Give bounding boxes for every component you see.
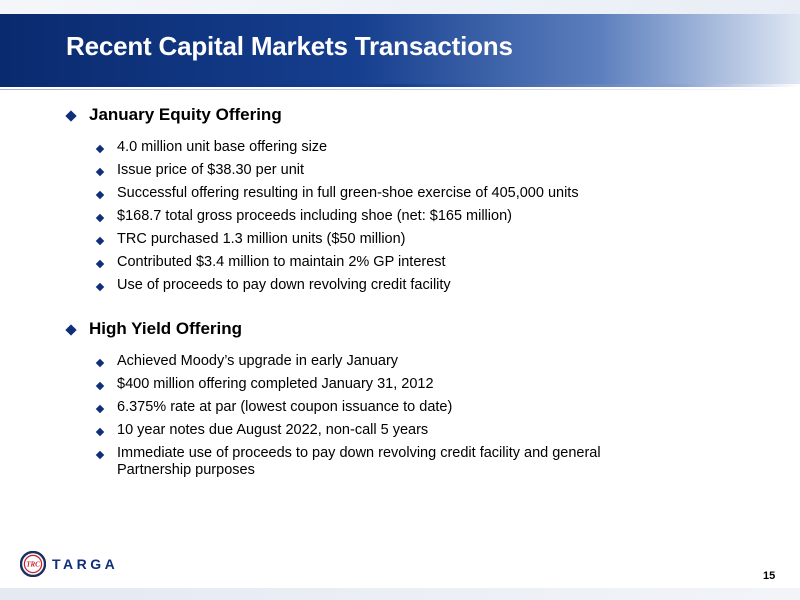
diamond-bullet-icon (96, 260, 104, 268)
list-item-text: 10 year notes due August 2022, non-call 5 years (117, 422, 429, 438)
targa-logo (20, 551, 118, 577)
list-item (97, 399, 677, 416)
diamond-bullet-icon (96, 405, 104, 413)
diamond-bullet-icon (96, 214, 104, 222)
page-number: 15 (763, 570, 776, 582)
list-item-text: Successful offering resulting in full green-shoe exercise of 405,000 units (117, 185, 579, 201)
diamond-bullet-icon (96, 237, 104, 245)
logo-mark-text: TRC (26, 560, 40, 569)
list-item (97, 353, 677, 370)
list-item-text: Issue price of $38.30 per unit (117, 162, 305, 178)
diamond-bullet-icon (96, 359, 104, 367)
list-item-text: 6.375% rate at par (lowest coupon issuance to date) (117, 399, 453, 415)
diamond-bullet-icon (96, 428, 104, 436)
list-item-text: 4.0 million unit base offering size (117, 139, 328, 155)
list-item-text: Contributed $3.4 million to maintain 2% GP interest (117, 254, 446, 270)
list-item (97, 208, 677, 225)
diamond-bullet-icon (96, 283, 104, 291)
list-item (97, 445, 677, 479)
list-item (97, 139, 677, 156)
section-title: High Yield Offering (89, 319, 243, 338)
diamond-bullet-icon (96, 145, 104, 153)
list-item (97, 185, 677, 202)
list-item (97, 254, 677, 271)
page-title: Recent Capital Markets Transactions (66, 31, 513, 61)
list-item (97, 231, 677, 248)
section-title: January Equity Offering (89, 105, 282, 124)
targa-logo-mark-icon (20, 551, 46, 577)
diamond-bullet-icon (65, 110, 76, 121)
diamond-bullet-icon (96, 451, 104, 459)
diamond-bullet-icon (96, 382, 104, 390)
list-item (97, 277, 677, 294)
list-item-text: Immediate use of proceeds to pay down revolving credit facility and general Partnership purposes (117, 445, 601, 478)
list-item-text: Use of proceeds to pay down revolving credit facility (117, 277, 451, 293)
header-divider (0, 84, 800, 87)
footer-band (0, 588, 800, 600)
list-item-text: TRC purchased 1.3 million units ($50 million) (117, 231, 406, 247)
section-heading-high-yield (67, 318, 242, 340)
list-item-text: $400 million offering completed January 31, 2012 (117, 376, 434, 392)
list-item (97, 422, 677, 439)
header-divider-thin (0, 89, 800, 90)
list-item (97, 162, 677, 179)
diamond-bullet-icon (65, 324, 76, 335)
logo-text: TARGA (52, 556, 119, 572)
section-heading-equity (67, 104, 282, 126)
list-item-text: Achieved Moody’s upgrade in early January (117, 353, 399, 369)
diamond-bullet-icon (96, 168, 104, 176)
list-item-text: $168.7 total gross proceeds including shoe (net: $165 million) (117, 208, 512, 224)
list-item (97, 376, 677, 393)
diamond-bullet-icon (96, 191, 104, 199)
